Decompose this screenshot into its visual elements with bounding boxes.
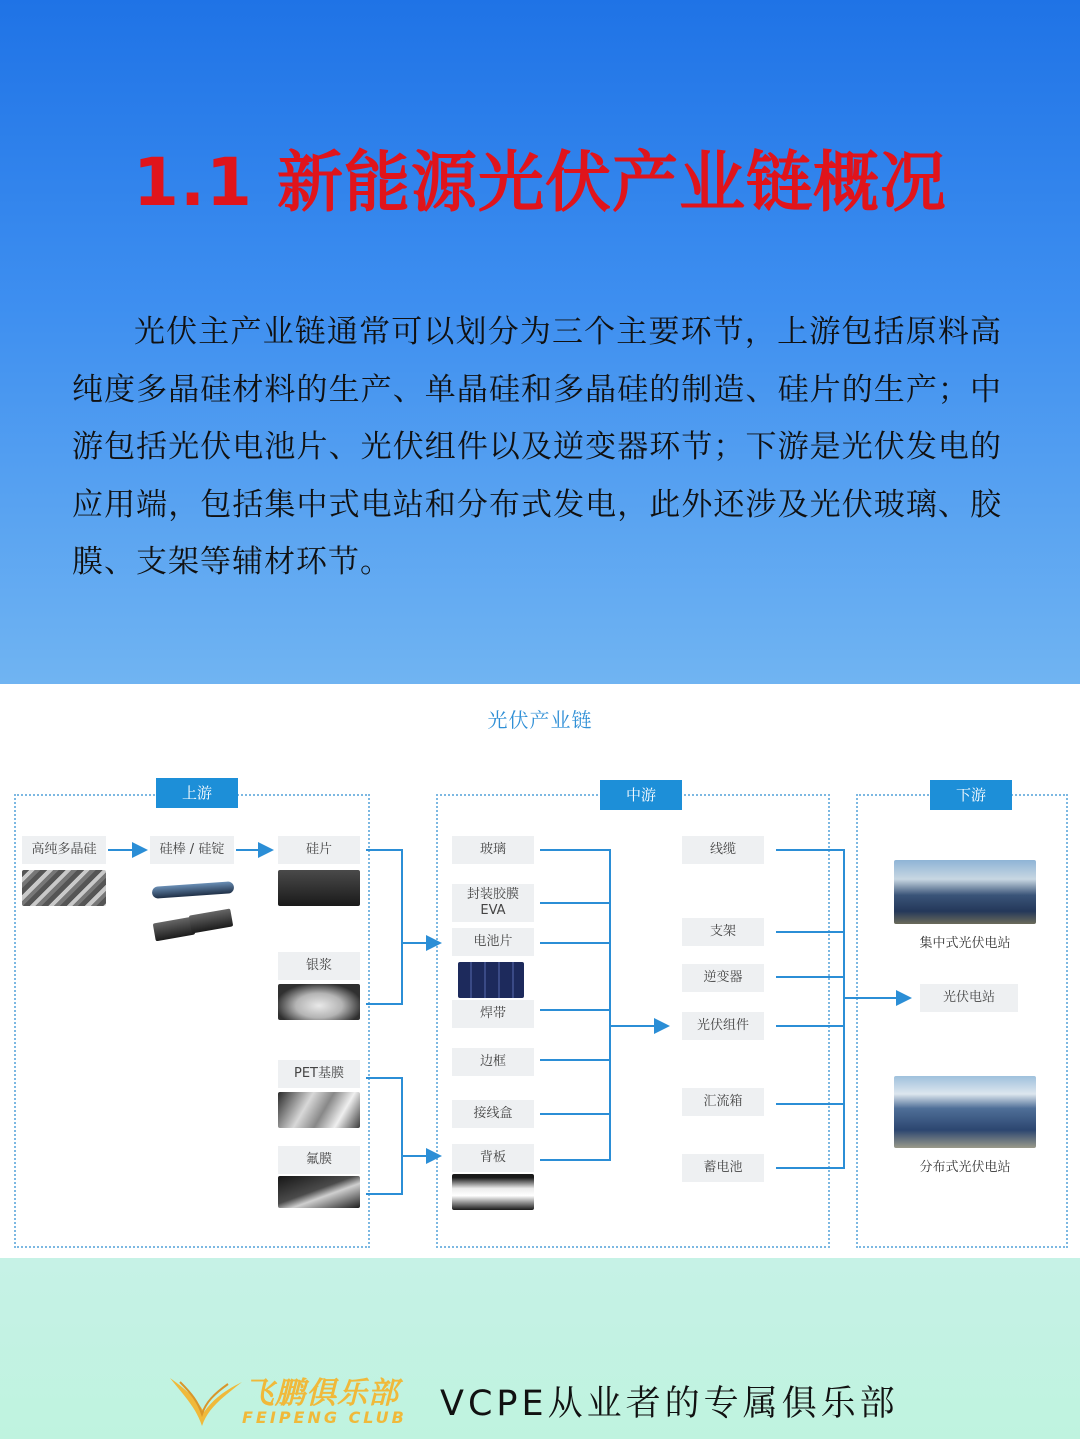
wafer-image bbox=[278, 870, 360, 906]
node-encapsulant bbox=[452, 884, 534, 922]
fluoro-film-image bbox=[278, 1176, 360, 1208]
logo-english-name: FEIPENG CLUB bbox=[242, 1408, 407, 1427]
downstream-label: 下游 bbox=[930, 780, 1012, 810]
midstream-label: 中游 bbox=[600, 780, 682, 810]
header-banner bbox=[0, 0, 1080, 684]
node-ingot: 硅棒 / 硅锭 bbox=[150, 836, 234, 864]
diagram-title: 光伏产业链 bbox=[487, 708, 593, 732]
node-pv-module: 光伏组件 bbox=[682, 1012, 764, 1040]
node-inverter: 逆变器 bbox=[682, 964, 764, 992]
distributed-station-image bbox=[894, 1076, 1036, 1148]
footer-slogan: VCPE从业者的专属俱乐部 bbox=[440, 1384, 899, 1424]
intro-paragraph: 光伏主产业链通常可以划分为三个主要环节，上游包括原料高纯度多晶硅材料的生产、单晶硅和多晶硅的制造、硅片的生产；中游包括光伏电池片、光伏组件以及逆变器环节；下游是光伏发电的应用端，包括集中式电站和分布式发电，此外还涉及光伏玻璃、胶膜、支架等辅材环节。 bbox=[72, 314, 1002, 580]
polysilicon-image bbox=[22, 870, 106, 906]
node-wafer: 硅片 bbox=[278, 836, 360, 864]
industry-chain-diagram bbox=[0, 684, 1080, 1258]
node-ribbon: 焊带 bbox=[452, 1000, 534, 1028]
logo-chinese-name: 飞鹏俱乐部 bbox=[244, 1376, 399, 1411]
node-mounting: 支架 bbox=[682, 918, 764, 946]
eva-label: EVA bbox=[480, 903, 506, 918]
node-glass: 玻璃 bbox=[452, 836, 534, 864]
node-pet-film: PET基膜 bbox=[278, 1060, 360, 1088]
eagle-wing-icon bbox=[166, 1368, 246, 1432]
node-frame: 边框 bbox=[452, 1048, 534, 1076]
node-battery: 蓄电池 bbox=[682, 1154, 764, 1182]
cell-image bbox=[458, 962, 524, 998]
node-fluoro-film: 氟膜 bbox=[278, 1146, 360, 1174]
centralized-station-image bbox=[894, 860, 1036, 924]
node-cell: 电池片 bbox=[452, 928, 534, 956]
silver-paste-image bbox=[278, 984, 360, 1020]
node-junction-box: 接线盒 bbox=[452, 1100, 534, 1128]
pet-film-image bbox=[278, 1092, 360, 1128]
backsheet-image bbox=[452, 1174, 534, 1210]
node-pv-station: 光伏电站 bbox=[920, 984, 1018, 1012]
footer-banner bbox=[0, 1258, 1080, 1439]
node-cable: 线缆 bbox=[682, 836, 764, 864]
centralized-station-caption: 集中式光伏电站 bbox=[919, 936, 1011, 951]
node-backsheet: 背板 bbox=[452, 1144, 534, 1172]
feipeng-club-logo bbox=[166, 1368, 426, 1432]
node-silver-paste: 银浆 bbox=[278, 952, 360, 980]
page-title: 1.1 新能源光伏产业链概况 bbox=[133, 144, 947, 221]
upstream-label: 上游 bbox=[156, 778, 238, 808]
node-polysilicon: 高纯多晶硅 bbox=[22, 836, 106, 864]
encapsulant-label: 封装胶膜 bbox=[466, 887, 519, 902]
node-combiner-box: 汇流箱 bbox=[682, 1088, 764, 1116]
distributed-station-caption: 分布式光伏电站 bbox=[919, 1160, 1011, 1175]
